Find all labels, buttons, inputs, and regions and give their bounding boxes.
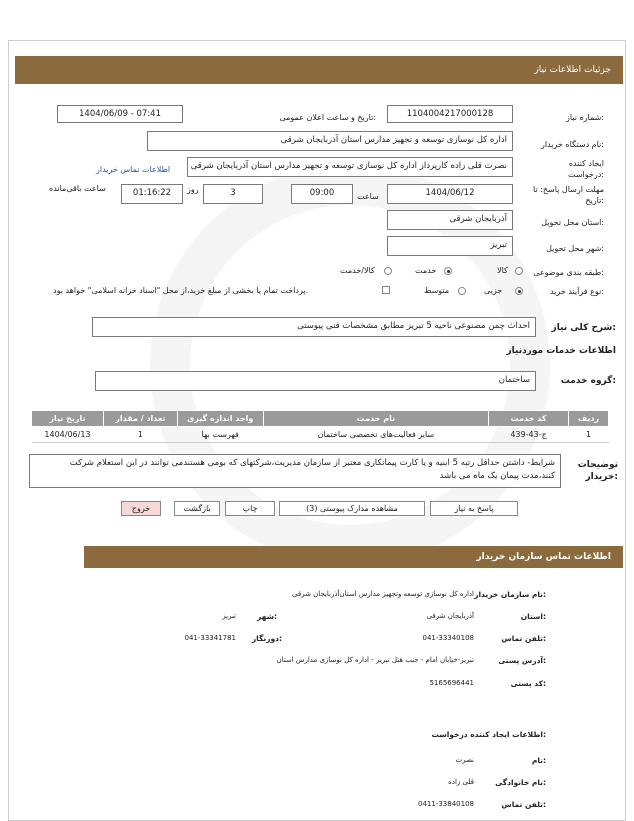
header-quantity: تعداد / مقدار [103, 411, 177, 427]
contact-phone-label: تلفن تماس: [501, 634, 546, 643]
exit-button[interactable]: خروج [121, 501, 161, 516]
service-group-label: گروه خدمت: [560, 376, 616, 386]
creator-family-label: نام خانوادگی: [495, 778, 546, 787]
process-radio-motavaset[interactable] [458, 287, 466, 295]
contact-phone-value: 041-33340108 [422, 634, 474, 642]
need-number-label: شماره نیاز: [565, 113, 604, 122]
header-need-date: تاریخ نیاز [32, 411, 104, 427]
creator-family-value: قلی زاده [448, 778, 474, 786]
contact-address-label: آدرس پستی: [498, 656, 546, 665]
buyer-notes-field: شرایط- داشتن حداقل رتبه 5 ابنیه و یا کارت پیمانکاری معتبر از سازمان مدیریت،شرکتهای که بومی هستندمی توانند در این استعلام شرکت کنند،مدت پیمان یک ماه می باشد [29, 454, 561, 488]
header-service-name: نام خدمت [263, 411, 489, 427]
creator-name-value: نصرت [455, 756, 474, 764]
buyer-notes-label: توضیحات خریدار: [577, 460, 618, 482]
category-option-khedmat: خدمت [415, 266, 437, 275]
buyer-org-label: نام دستگاه خریدار: [540, 140, 604, 149]
view-attachments-button[interactable]: مشاهده مدارک پیوستی (3) [279, 501, 425, 516]
table-header-row [32, 411, 609, 427]
deadline-date-field: 1404/06/12 [387, 184, 513, 204]
contact-city-value: تبریز [222, 612, 236, 620]
days-left-field: 3 [203, 184, 263, 204]
section-title: جزئیات اطلاعات نیاز [15, 56, 623, 84]
category-option-kala: کالا [497, 266, 508, 275]
cell-service-name: سایر فعالیت‌های تخصصی ساختمان [263, 427, 489, 443]
contact-section-title: اطلاعات تماس سازمان خریدار [84, 546, 623, 568]
province-label: استان محل تحویل: [541, 218, 604, 227]
service-group-field: ساختمان [95, 371, 536, 391]
reply-button[interactable]: پاسخ به نیاز [430, 501, 518, 516]
payment-note: پرداخت تمام یا بخشی از مبلغ خرید،از محل "اسناد خزانه اسلامی" خواهد بود. [53, 286, 309, 295]
city-label: شهر محل تحویل: [546, 244, 604, 253]
contact-fax-label: دورنگار: [251, 634, 282, 643]
contact-fax-value: 041-33341781 [184, 634, 236, 642]
category-radio-khedmat[interactable] [444, 267, 452, 275]
contact-postal-label: کد پستی: [510, 679, 546, 688]
province-field: آذربایجان شرقی [387, 210, 513, 230]
announce-label: تاریخ و ساعت اعلان عمومی: [279, 113, 376, 122]
contact-city-label: شهر: [257, 612, 277, 621]
print-button[interactable]: چاپ [225, 501, 275, 516]
services-heading: اطلاعات خدمات موردنیاز [506, 346, 616, 356]
cell-row-number: 1 [569, 427, 609, 443]
creator-info-title: اطلاعات ایجاد کننده درخواست: [431, 730, 546, 739]
category-radio-kala[interactable] [515, 267, 523, 275]
contact-postal-value: 5165696441 [429, 679, 474, 687]
process-option-jozii: جزیی [484, 286, 503, 295]
table-row [32, 427, 609, 443]
announce-field: 1404/06/09 - 07:41 [57, 105, 183, 123]
header-service-code: کد خدمت [489, 411, 569, 427]
deadline-time-label: ساعت [357, 192, 379, 201]
contact-province-value: آذربایجان شرقی [426, 612, 474, 620]
deadline-label: مهلت ارسال پاسخ: تا تاریخ: [532, 185, 604, 206]
back-button[interactable]: بازگشت [174, 501, 220, 516]
category-option-both: کالا/خدمت [340, 266, 375, 275]
creator-label: ایجاد کننده درخواست: [568, 159, 604, 180]
summary-field: احداث چمن مصنوعی ناحیه 5 تبریز مطابق مشخصات فنی پیوستی [92, 317, 536, 337]
buyer-org-field: اداره کل نوسازی توسعه و تجهیز مدارس استان آذربایجان شرقی [147, 131, 513, 151]
creator-name-label: نام: [531, 756, 546, 765]
contact-address-value: تبریز-خیابان امام - جنب هتل تبریز - اداره کل نوسازی مدارس استان [276, 656, 474, 664]
summary-label: شرح کلی نیاز: [551, 323, 616, 333]
remaining-time-field: 01:16:22 [121, 184, 183, 204]
cell-need-date: 1404/06/13 [32, 427, 104, 443]
city-field: تبریز [387, 236, 513, 256]
header-unit: واحد اندازه گیری [177, 411, 263, 427]
need-number-field: 1104004217000128 [387, 105, 513, 123]
cell-unit: فهرست بها [177, 427, 263, 443]
services-table [31, 410, 609, 443]
category-radio-both[interactable] [384, 267, 392, 275]
creator-phone-label: تلفن تماس: [501, 800, 546, 809]
category-label: طبقه بندی موضوعی: [533, 268, 604, 277]
contact-org-label: نام سازمان خریدار: [474, 590, 546, 599]
contact-org-value: اداره کل نوسازی توسعه وتجهیز مدارس استان‌آذربایجان شرقی [292, 590, 474, 598]
remaining-label: ساعت باقی‌مانده [49, 184, 106, 193]
deadline-time-field: 09:00 [291, 184, 353, 204]
treasury-checkbox[interactable] [382, 286, 390, 294]
process-label: نوع فرآیند خرید: [549, 287, 604, 296]
contact-province-label: استان: [520, 612, 546, 621]
buyer-contact-link[interactable]: اطلاعات تماس خریدار [96, 165, 171, 174]
process-radio-jozii[interactable] [515, 287, 523, 295]
process-option-motavaset: متوسط [424, 286, 450, 295]
cell-quantity: 1 [103, 427, 177, 443]
header-row-number: ردیف [569, 411, 609, 427]
creator-field: نصرت قلی زاده کارپرداز اداره کل نوسازی توسعه و تجهیز مدارس استان آذربایجان شرقی [187, 157, 513, 177]
creator-phone-value: 0411-33840108 [418, 800, 474, 808]
day-label: روز [187, 185, 199, 194]
cell-service-code: ج-43-439 [489, 427, 569, 443]
